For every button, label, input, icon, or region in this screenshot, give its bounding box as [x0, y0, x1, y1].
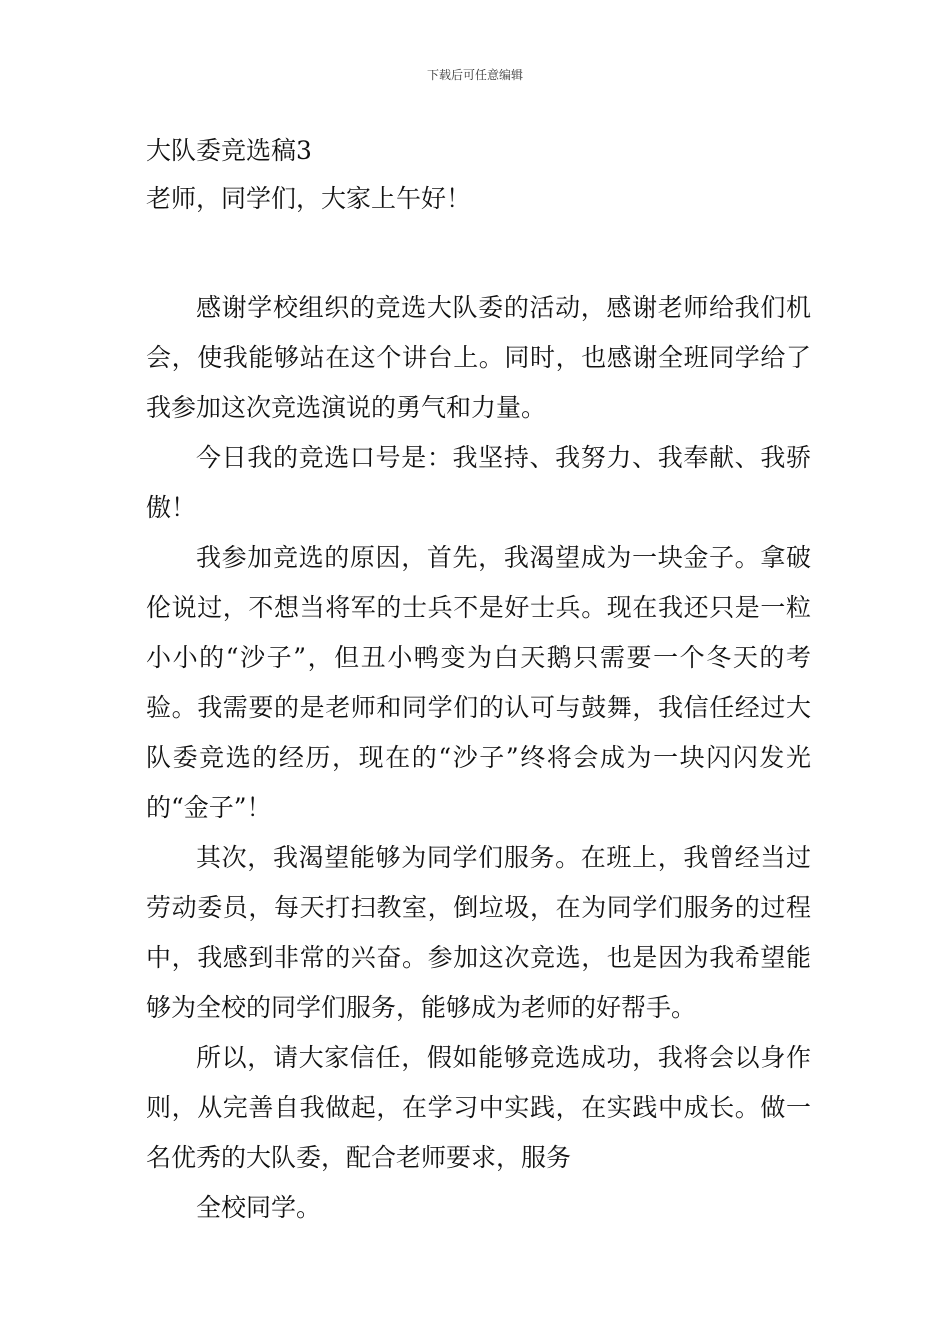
- speech-body: [146, 283, 811, 1233]
- paragraph-reason-gold: 我参加竞选的原因，首先，我渴望成为一块金子。拿破伦说过，不想当将军的士兵不是好士兵。现在我还只是一粒小小的“沙子”，但丑小鸭变为白天鹅只需要一个冬天的考验。我需要的是老师和同学们的认可与鼓舞，我信任经过大队委竞选的经历，现在的“沙子”终将会成为一块闪闪发光的“金子”！: [146, 543, 811, 822]
- paragraph-conclusion: 所以，请大家信任，假如能够竞选成功，我将会以身作则，从完善自我做起，在学习中实践，在实践中成长。做一名优秀的大队委，配合老师要求，服务: [146, 1043, 811, 1172]
- header-note: 下载后可任意编辑: [426, 68, 523, 82]
- document-title: 大队委竞选稿3: [146, 136, 312, 165]
- paragraph-reason-serve: 其次，我渴望能够为同学们服务。在班上，我曾经当过劳动委员，每天打扫教室，倒垃圾，在为同学们服务的过程中，我感到非常的兴奋。参加这次竞选，也是因为我希望能够为全校的同学们服务，能够成为老师的好帮手。: [146, 843, 811, 1022]
- paragraph-thanks: 感谢学校组织的竞选大队委的活动，感谢老师给我们机会，使我能够站在这个讲台上。同时，也感谢全班同学给了我参加这次竞选演说的勇气和力量。: [146, 293, 811, 422]
- paragraph-slogan: 今日我的竞选口号是：我坚持、我努力、我奉献、我骄傲！: [146, 443, 811, 522]
- greeting-line: 老师，同学们，大家上午好！: [146, 184, 472, 213]
- paragraph-closing: 全校同学。: [196, 1193, 322, 1222]
